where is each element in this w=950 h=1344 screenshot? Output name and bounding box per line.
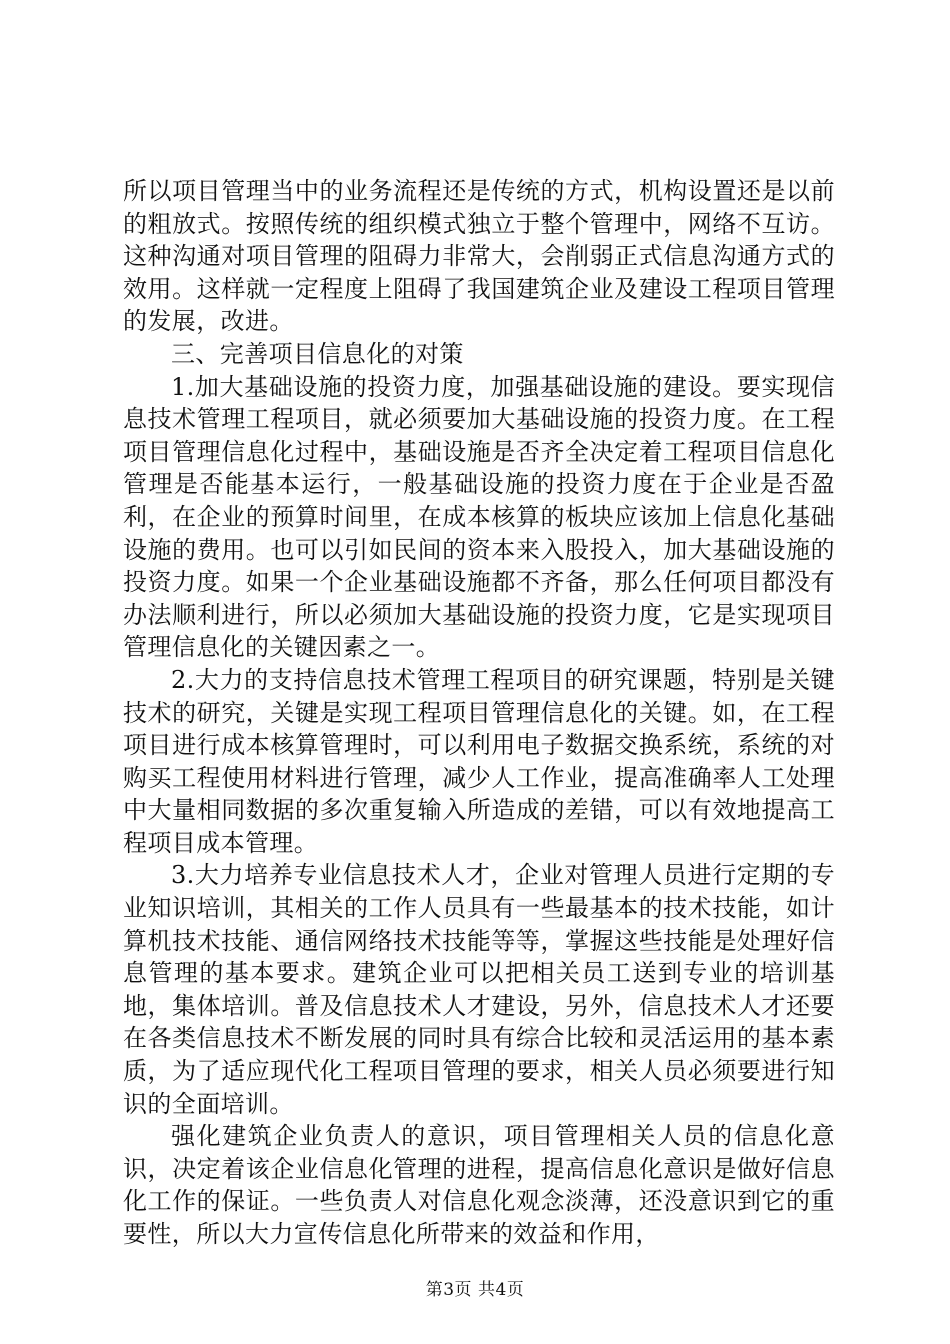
paragraph-item-1: 1.加大基础设施的投资力度，加强基础设施的建设。要实现信息技术管理工程项目，就必须要加大基础设施的投资力度。在工程项目管理信息化过程中，基础设施是否齐全决定着工程项目信息化管理是否能基本运行，一般基础设施的投资力度在于企业是否盈利，在企业的预算时间里，在成本核算的板块应该加上信息化基础设施的费用。也可以引如民间的资本来入股投入，加大基础设施的投资力度。如果一个企业基础设施都不齐备，那么任何项目都没有办法顺利进行，所以必须加大基础设施的投资力度，它是实现项目管理信息化的关键因素之一。 [123,372,835,662]
paragraph-item-2: 2.大力的支持信息技术管理工程项目的研究课题，特别是关键技术的研究，关键是实现工程项目管理信息化的关键。如，在工程项目进行成本核算管理时，可以利用电子数据交换系统，系统的对购买工程使用材料进行管理，减少人工作业，提高准确率人工处理中大量相同数据的多次重复输入所造成的差错，可以有效地提高工程项目成本管理。 [123,665,835,857]
section-heading: 三、完善项目信息化的对策 [171,339,464,368]
paragraph-item-3: 3.大力培养专业信息技术人才，企业对管理人员进行定期的专业知识培训，其相关的工作人员具有一些最基本的技术技能，如计算机技术技能、通信网络技术技能等等，掌握这些技能是处理好信息管理的基本要求。建筑企业可以把相关员工送到专业的培训基地，集体培训。普及信息技术人才建设，另外，信息技术人才还要在各类信息技术不断发展的同时具有综合比较和灵活运用的基本素质，为了适应现代化工程项目管理的要求，相关人员必须要进行知识的全面培训。 [123,861,835,1118]
paragraph-continuation: 所以项目管理当中的业务流程还是传统的方式，机构设置还是以前的粗放式。按照传统的组织模式独立于整个管理中，网络不互访。这种沟通对项目管理的阻碍力非常大，会削弱正式信息沟通方式的效用。这样就一定程度上阻碍了我国建筑企业及建设工程项目管理的发展，改进。 [123,177,835,336]
document-body [123,175,835,1251]
page-footer: 第3页 共4页 [425,1280,525,1300]
paragraph-awareness: 强化建筑企业负责人的意识，项目管理相关人员的信息化意识，决定着该企业信息化管理的进程，提高信息化意识是做好信息化工作的保证。一些负责人对信息化观念淡薄，还没意识到它的重要性，所以大力宣传信息化所带来的效益和作用， [123,1122,835,1248]
